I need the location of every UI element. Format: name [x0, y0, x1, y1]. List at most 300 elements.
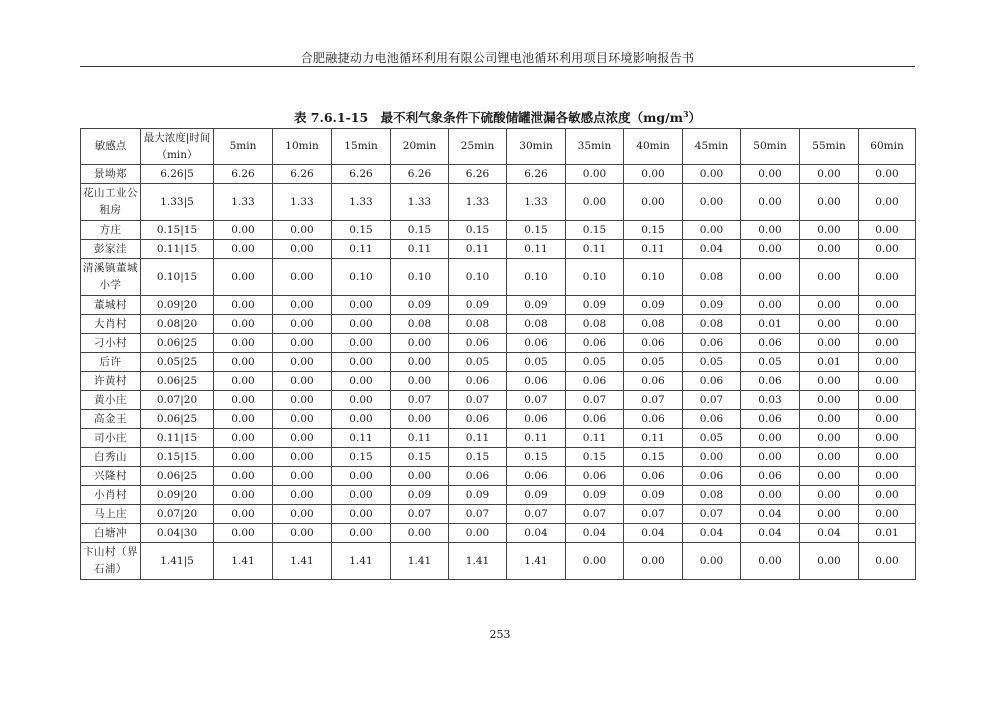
- value-cell: 0.11: [449, 429, 507, 448]
- table-row: [81, 448, 916, 467]
- value-cell: 0.00: [800, 543, 859, 580]
- value-cell: 0.00: [800, 410, 859, 429]
- site-cell: 彭家洼: [81, 240, 141, 259]
- value-cell: 0.09: [391, 486, 449, 505]
- value-cell: 0.00: [800, 184, 859, 221]
- column-header: 10min: [273, 129, 332, 165]
- value-cell: 0.00: [273, 486, 332, 505]
- value-cell: 0.06: [566, 467, 624, 486]
- table-header-row: [81, 129, 916, 165]
- value-cell: 0.00: [859, 259, 916, 296]
- value-cell: 0.07: [683, 505, 741, 524]
- value-cell: 0.07: [624, 391, 683, 410]
- value-cell: 0.00: [214, 486, 273, 505]
- value-cell: 0.15: [449, 221, 507, 240]
- value-cell: 0.07: [391, 391, 449, 410]
- value-cell: 0.15: [507, 221, 566, 240]
- value-cell: 0.00: [800, 259, 859, 296]
- value-cell: 0.00: [214, 524, 273, 543]
- value-cell: 0.00: [859, 429, 916, 448]
- value-cell: 0.05: [624, 353, 683, 372]
- max-concentration-cell: 0.08|20: [141, 315, 214, 334]
- site-cell: 司小庄: [81, 429, 141, 448]
- value-cell: 0.06: [449, 467, 507, 486]
- max-concentration-cell: 0.07|20: [141, 505, 214, 524]
- value-cell: 0.00: [214, 467, 273, 486]
- value-cell: 0.10: [624, 259, 683, 296]
- value-cell: 0.00: [214, 410, 273, 429]
- value-cell: 0.09: [566, 486, 624, 505]
- value-cell: 1.41: [273, 543, 332, 580]
- value-cell: 0.06: [449, 334, 507, 353]
- column-header: 15min: [332, 129, 391, 165]
- table-row: [81, 353, 916, 372]
- value-cell: 0.05: [507, 353, 566, 372]
- max-concentration-cell: 0.09|20: [141, 296, 214, 315]
- table-row: [81, 429, 916, 448]
- value-cell: 0.09: [507, 296, 566, 315]
- value-cell: 0.06: [507, 410, 566, 429]
- value-cell: 0.06: [683, 334, 741, 353]
- value-cell: 0.06: [683, 410, 741, 429]
- site-cell: 黄小庄: [81, 391, 141, 410]
- value-cell: 0.00: [214, 315, 273, 334]
- value-cell: 0.11: [624, 429, 683, 448]
- value-cell: 0.06: [624, 410, 683, 429]
- table-row: [81, 334, 916, 353]
- value-cell: 0.04: [507, 524, 566, 543]
- value-cell: 0.05: [741, 353, 800, 372]
- value-cell: 0.15: [566, 448, 624, 467]
- value-cell: 1.33: [214, 184, 273, 221]
- value-cell: 0.06: [566, 372, 624, 391]
- caption-close: ）: [688, 110, 702, 125]
- value-cell: 0.11: [391, 429, 449, 448]
- site-cell: 清溪镇董城小学: [81, 259, 141, 296]
- value-cell: 0.00: [214, 296, 273, 315]
- site-cell: 刁小村: [81, 334, 141, 353]
- value-cell: 0.10: [566, 259, 624, 296]
- table-body: [81, 165, 916, 580]
- value-cell: 0.00: [859, 334, 916, 353]
- value-cell: 0.00: [859, 467, 916, 486]
- value-cell: 0.00: [800, 240, 859, 259]
- value-cell: 0.00: [332, 334, 391, 353]
- value-cell: 0.15: [391, 221, 449, 240]
- site-cell: 马上庄: [81, 505, 141, 524]
- max-concentration-cell: 0.06|25: [141, 467, 214, 486]
- caption-superscript: 3: [682, 108, 689, 119]
- value-cell: 0.00: [741, 184, 800, 221]
- value-cell: 0.04: [683, 240, 741, 259]
- value-cell: 0.00: [332, 296, 391, 315]
- table-row: [81, 315, 916, 334]
- column-header: 55min: [800, 129, 859, 165]
- value-cell: 0.00: [214, 221, 273, 240]
- value-cell: 0.00: [859, 391, 916, 410]
- value-cell: 0.10: [507, 259, 566, 296]
- value-cell: 0.11: [566, 429, 624, 448]
- max-concentration-cell: 0.15|15: [141, 448, 214, 467]
- value-cell: 0.04: [624, 524, 683, 543]
- value-cell: 1.33: [391, 184, 449, 221]
- value-cell: 0.00: [800, 221, 859, 240]
- table-row: [81, 524, 916, 543]
- value-cell: 0.11: [332, 429, 391, 448]
- value-cell: 0.00: [273, 467, 332, 486]
- value-cell: 0.00: [800, 429, 859, 448]
- max-concentration-cell: 0.10|15: [141, 259, 214, 296]
- value-cell: 0.00: [391, 524, 449, 543]
- value-cell: 0.00: [273, 315, 332, 334]
- site-cell: 小肖村: [81, 486, 141, 505]
- value-cell: 0.00: [214, 372, 273, 391]
- value-cell: 6.26: [214, 165, 273, 184]
- value-cell: 0.00: [273, 372, 332, 391]
- max-concentration-cell: 6.26|5: [141, 165, 214, 184]
- table-row: [81, 543, 916, 580]
- value-cell: 0.00: [214, 448, 273, 467]
- site-cell: 卞山村（界石浦）: [81, 543, 141, 580]
- value-cell: 0.08: [566, 315, 624, 334]
- value-cell: 0.06: [449, 410, 507, 429]
- column-header: 50min: [741, 129, 800, 165]
- value-cell: 0.00: [859, 372, 916, 391]
- value-cell: 0.15: [507, 448, 566, 467]
- value-cell: 0.00: [683, 543, 741, 580]
- value-cell: 0.06: [741, 467, 800, 486]
- site-cell: 后许: [81, 353, 141, 372]
- value-cell: 0.00: [741, 259, 800, 296]
- value-cell: 0.15: [624, 221, 683, 240]
- value-cell: 0.00: [449, 524, 507, 543]
- value-cell: 0.00: [273, 240, 332, 259]
- value-cell: 0.07: [566, 505, 624, 524]
- value-cell: 0.00: [273, 353, 332, 372]
- max-concentration-cell: 0.06|25: [141, 410, 214, 429]
- value-cell: 0.00: [800, 334, 859, 353]
- value-cell: 0.00: [859, 543, 916, 580]
- value-cell: 0.00: [566, 184, 624, 221]
- max-concentration-cell: 0.15|15: [141, 221, 214, 240]
- value-cell: 0.11: [391, 240, 449, 259]
- value-cell: 0.09: [624, 296, 683, 315]
- value-cell: 0.06: [624, 372, 683, 391]
- value-cell: 0.07: [391, 505, 449, 524]
- value-cell: 0.06: [741, 410, 800, 429]
- value-cell: 0.09: [624, 486, 683, 505]
- site-cell: 大肖村: [81, 315, 141, 334]
- value-cell: 0.07: [449, 505, 507, 524]
- value-cell: 0.00: [800, 448, 859, 467]
- value-cell: 0.00: [273, 221, 332, 240]
- value-cell: 1.41: [507, 543, 566, 580]
- value-cell: 0.06: [741, 372, 800, 391]
- value-cell: 0.07: [566, 391, 624, 410]
- value-cell: 0.00: [859, 296, 916, 315]
- site-cell: 董城村: [81, 296, 141, 315]
- value-cell: 0.07: [624, 505, 683, 524]
- value-cell: 0.04: [741, 505, 800, 524]
- value-cell: 0.00: [859, 353, 916, 372]
- value-cell: 0.06: [449, 372, 507, 391]
- value-cell: 6.26: [507, 165, 566, 184]
- value-cell: 0.09: [683, 296, 741, 315]
- value-cell: 0.00: [859, 221, 916, 240]
- value-cell: 0.00: [332, 505, 391, 524]
- value-cell: 0.00: [624, 165, 683, 184]
- table-row: [81, 505, 916, 524]
- value-cell: 0.11: [332, 240, 391, 259]
- value-cell: 0.00: [859, 315, 916, 334]
- value-cell: 6.26: [449, 165, 507, 184]
- value-cell: 0.09: [507, 486, 566, 505]
- value-cell: 0.10: [391, 259, 449, 296]
- value-cell: 0.00: [741, 165, 800, 184]
- column-header: 最大浓度|时间（min）: [141, 129, 214, 165]
- table-caption: [80, 108, 915, 126]
- column-header: 60min: [859, 129, 916, 165]
- value-cell: 0.08: [683, 486, 741, 505]
- value-cell: 0.00: [859, 448, 916, 467]
- column-header: 30min: [507, 129, 566, 165]
- value-cell: 0.00: [391, 334, 449, 353]
- table-row: [81, 296, 916, 315]
- table-row: [81, 372, 916, 391]
- value-cell: 0.00: [391, 353, 449, 372]
- value-cell: 0.00: [859, 184, 916, 221]
- value-cell: 0.15: [566, 221, 624, 240]
- value-cell: 0.00: [800, 165, 859, 184]
- value-cell: 0.00: [273, 391, 332, 410]
- value-cell: 0.00: [332, 315, 391, 334]
- value-cell: 0.00: [741, 296, 800, 315]
- value-cell: 0.00: [859, 165, 916, 184]
- value-cell: 0.06: [566, 334, 624, 353]
- value-cell: 0.00: [859, 410, 916, 429]
- value-cell: 0.00: [391, 410, 449, 429]
- value-cell: 1.41: [391, 543, 449, 580]
- value-cell: 0.07: [449, 391, 507, 410]
- value-cell: 0.06: [624, 334, 683, 353]
- max-concentration-cell: 0.11|15: [141, 240, 214, 259]
- site-cell: 白秀山: [81, 448, 141, 467]
- table-row: [81, 184, 916, 221]
- site-cell: 方庄: [81, 221, 141, 240]
- value-cell: 0.00: [273, 334, 332, 353]
- value-cell: 0.09: [449, 296, 507, 315]
- value-cell: 0.09: [566, 296, 624, 315]
- value-cell: 0.03: [741, 391, 800, 410]
- value-cell: 0.07: [507, 391, 566, 410]
- value-cell: 0.04: [566, 524, 624, 543]
- value-cell: 0.04: [741, 524, 800, 543]
- value-cell: 0.07: [683, 391, 741, 410]
- value-cell: 0.00: [214, 353, 273, 372]
- value-cell: 0.00: [683, 165, 741, 184]
- value-cell: 0.00: [859, 240, 916, 259]
- max-concentration-cell: 0.06|25: [141, 334, 214, 353]
- max-concentration-cell: 0.09|20: [141, 486, 214, 505]
- value-cell: 0.01: [859, 524, 916, 543]
- value-cell: 0.07: [507, 505, 566, 524]
- value-cell: 0.15: [332, 448, 391, 467]
- value-cell: 0.04: [800, 524, 859, 543]
- value-cell: 0.00: [566, 165, 624, 184]
- value-cell: 0.06: [507, 372, 566, 391]
- value-cell: 0.00: [273, 524, 332, 543]
- value-cell: 0.06: [566, 410, 624, 429]
- value-cell: 6.26: [391, 165, 449, 184]
- value-cell: 1.41: [332, 543, 391, 580]
- value-cell: 0.00: [800, 296, 859, 315]
- value-cell: 0.00: [800, 372, 859, 391]
- value-cell: 0.06: [624, 467, 683, 486]
- value-cell: 0.00: [683, 184, 741, 221]
- page-number: 253: [489, 628, 511, 641]
- table-row: [81, 165, 916, 184]
- concentration-table: [80, 128, 916, 580]
- value-cell: 0.11: [566, 240, 624, 259]
- max-concentration-cell: 0.05|25: [141, 353, 214, 372]
- value-cell: 0.11: [449, 240, 507, 259]
- value-cell: 0.00: [683, 221, 741, 240]
- value-cell: 0.08: [624, 315, 683, 334]
- value-cell: 0.10: [332, 259, 391, 296]
- max-concentration-cell: 1.41|5: [141, 543, 214, 580]
- value-cell: 0.00: [214, 505, 273, 524]
- value-cell: 0.00: [741, 486, 800, 505]
- value-cell: 0.00: [214, 240, 273, 259]
- value-cell: 0.08: [507, 315, 566, 334]
- value-cell: 0.00: [332, 410, 391, 429]
- value-cell: 0.05: [683, 353, 741, 372]
- value-cell: 1.33: [449, 184, 507, 221]
- value-cell: 0.00: [273, 296, 332, 315]
- value-cell: 0.00: [332, 486, 391, 505]
- value-cell: 6.26: [273, 165, 332, 184]
- value-cell: 0.09: [391, 296, 449, 315]
- site-cell: 兴隆村: [81, 467, 141, 486]
- value-cell: 0.01: [800, 353, 859, 372]
- column-header: 5min: [214, 129, 273, 165]
- table-row: [81, 240, 916, 259]
- value-cell: 0.00: [391, 372, 449, 391]
- table-row: [81, 391, 916, 410]
- value-cell: 0.05: [449, 353, 507, 372]
- value-cell: 0.00: [800, 391, 859, 410]
- site-cell: 花山工业公租房: [81, 184, 141, 221]
- value-cell: 0.08: [449, 315, 507, 334]
- value-cell: 0.05: [683, 429, 741, 448]
- value-cell: 0.00: [273, 505, 332, 524]
- value-cell: 1.33: [507, 184, 566, 221]
- value-cell: 0.06: [683, 372, 741, 391]
- value-cell: 1.33: [273, 184, 332, 221]
- value-cell: 0.00: [859, 505, 916, 524]
- value-cell: 0.01: [741, 315, 800, 334]
- value-cell: 0.05: [566, 353, 624, 372]
- column-header: 25min: [449, 129, 507, 165]
- value-cell: 0.00: [273, 429, 332, 448]
- value-cell: 0.00: [741, 221, 800, 240]
- value-cell: 0.06: [683, 467, 741, 486]
- value-cell: 0.04: [683, 524, 741, 543]
- value-cell: 1.41: [214, 543, 273, 580]
- value-cell: 0.11: [507, 429, 566, 448]
- site-cell: 白塘冲: [81, 524, 141, 543]
- max-concentration-cell: 0.04|30: [141, 524, 214, 543]
- value-cell: 0.08: [683, 259, 741, 296]
- value-cell: 0.00: [214, 391, 273, 410]
- value-cell: 0.00: [332, 524, 391, 543]
- max-concentration-cell: 1.33|5: [141, 184, 214, 221]
- table-row: [81, 467, 916, 486]
- caption-text: 表 7.6.1-15 最不利气象条件下硫酸储罐泄漏各敏感点浓度（mg/m: [293, 110, 683, 125]
- value-cell: 0.00: [273, 259, 332, 296]
- column-header: 20min: [391, 129, 449, 165]
- value-cell: 0.00: [624, 184, 683, 221]
- value-cell: 0.06: [507, 467, 566, 486]
- value-cell: 0.00: [273, 410, 332, 429]
- site-cell: 高金王: [81, 410, 141, 429]
- value-cell: 0.00: [332, 353, 391, 372]
- site-cell: 许黄村: [81, 372, 141, 391]
- value-cell: 0.00: [800, 315, 859, 334]
- table-row: [81, 410, 916, 429]
- column-header: 敏感点: [81, 129, 141, 165]
- value-cell: 0.11: [507, 240, 566, 259]
- value-cell: 0.10: [449, 259, 507, 296]
- table-row: [81, 259, 916, 296]
- value-cell: 0.00: [800, 467, 859, 486]
- value-cell: 0.00: [566, 543, 624, 580]
- value-cell: 0.00: [273, 448, 332, 467]
- header-rule: [80, 66, 915, 67]
- value-cell: 0.00: [683, 448, 741, 467]
- table-row: [81, 221, 916, 240]
- value-cell: 0.08: [391, 315, 449, 334]
- value-cell: 1.41: [449, 543, 507, 580]
- value-cell: 0.00: [741, 448, 800, 467]
- value-cell: 0.15: [624, 448, 683, 467]
- value-cell: 0.00: [741, 429, 800, 448]
- value-cell: 0.06: [741, 334, 800, 353]
- value-cell: 0.15: [332, 221, 391, 240]
- column-header: 35min: [566, 129, 624, 165]
- value-cell: 0.15: [391, 448, 449, 467]
- column-header: 40min: [624, 129, 683, 165]
- max-concentration-cell: 0.07|20: [141, 391, 214, 410]
- value-cell: 0.00: [214, 259, 273, 296]
- value-cell: 0.09: [449, 486, 507, 505]
- value-cell: 0.06: [507, 334, 566, 353]
- table-row: [81, 486, 916, 505]
- value-cell: 0.00: [214, 334, 273, 353]
- value-cell: 0.00: [332, 372, 391, 391]
- site-cell: 景坳郑: [81, 165, 141, 184]
- value-cell: 0.00: [800, 486, 859, 505]
- value-cell: 0.00: [332, 467, 391, 486]
- value-cell: 0.08: [683, 315, 741, 334]
- value-cell: 0.00: [741, 543, 800, 580]
- value-cell: 0.00: [214, 429, 273, 448]
- page-header: 合肥融捷动力电池循环利用有限公司锂电池循环利用项目环境影响报告书: [300, 51, 695, 65]
- value-cell: 0.00: [800, 505, 859, 524]
- max-concentration-cell: 0.06|25: [141, 372, 214, 391]
- value-cell: 0.00: [332, 391, 391, 410]
- value-cell: 0.00: [624, 543, 683, 580]
